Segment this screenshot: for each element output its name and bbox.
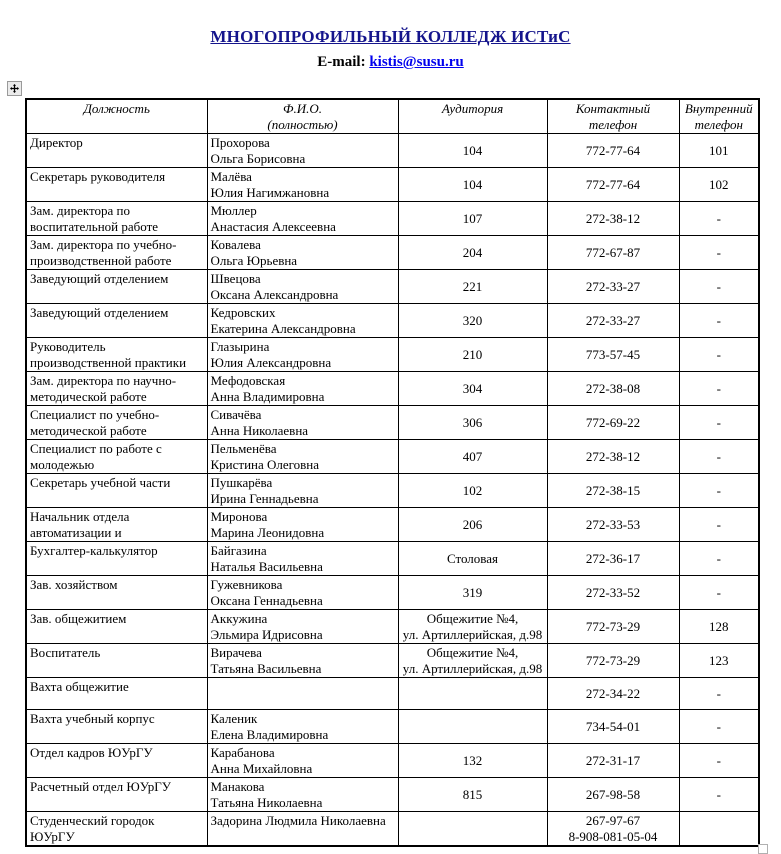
cell-position: Зам. директора по учебно- производственной работе [26,236,207,270]
table-container [25,98,758,847]
email-line [0,54,781,71]
cell-room: 102 [398,474,547,508]
document-page [0,27,781,847]
cell-room: 304 [398,372,547,406]
email-label: E-mail: [317,54,366,70]
cell-position: Заведующий отделением [26,270,207,304]
cell-name: Вирачева Татьяна Васильевна [207,644,398,678]
cell-internal: - [679,372,759,406]
cell-room: 407 [398,440,547,474]
cell-internal: 123 [679,644,759,678]
cell-position: Секретарь учебной части [26,474,207,508]
cell-name: Пельменёва Кристина Олеговна [207,440,398,474]
cell-room: Общежитие №4, ул. Артиллерийская, д.98 [398,644,547,678]
cell-internal: 102 [679,168,759,202]
cell-room: Общежитие №4, ул. Артиллерийская, д.98 [398,610,547,644]
cell-room: 104 [398,168,547,202]
cell-phone: 272-36-17 [547,542,679,576]
table-row [26,202,759,236]
cell-position: Зам. директора по воспитательной работе [26,202,207,236]
cell-phone: 772-69-22 [547,406,679,440]
cell-internal: - [679,236,759,270]
cell-internal: - [679,338,759,372]
cell-room: 210 [398,338,547,372]
table-row [26,744,759,778]
cell-phone: 272-38-12 [547,440,679,474]
cell-phone: 272-38-15 [547,474,679,508]
cell-internal: - [679,508,759,542]
cell-position: Руководитель производственной практики [26,338,207,372]
cell-name: Прохорова Ольга Борисовна [207,134,398,168]
cell-position: Отдел кадров ЮУрГУ [26,744,207,778]
cell-internal: - [679,406,759,440]
table-row [26,812,759,847]
cell-name: Байгазина Наталья Васильевна [207,542,398,576]
cell-internal: 128 [679,610,759,644]
cell-name: Задорина Людмила Николаевна [207,812,398,847]
cell-name: Миронова Марина Леонидовна [207,508,398,542]
email-link[interactable]: kistis@susu.ru [369,54,464,70]
cell-position: Заведующий отделением [26,304,207,338]
page-title: МНОГОПРОФИЛЬНЫЙ КОЛЛЕДЖ ИСТиС [210,27,571,46]
cell-name: Мефодовская Анна Владимировна [207,372,398,406]
move-cross-icon [10,84,19,93]
cell-position: Зав. хозяйством [26,576,207,610]
table-body [26,134,759,847]
cell-phone: 272-38-08 [547,372,679,406]
cell-name: Кедровских Екатерина Александровна [207,304,398,338]
cell-phone: 772-73-29 [547,644,679,678]
cell-name: Аккужина Эльмира Идрисовна [207,610,398,644]
cell-name: Пушкарёва Ирина Геннадьевна [207,474,398,508]
cell-phone: 772-77-64 [547,134,679,168]
cell-name: Швецова Оксана Александровна [207,270,398,304]
cell-internal: - [679,744,759,778]
cell-room [398,812,547,847]
cell-phone: 272-33-53 [547,508,679,542]
cell-position: Вахта общежитие [26,678,207,710]
table-row [26,372,759,406]
cell-position: Директор [26,134,207,168]
cell-internal: 101 [679,134,759,168]
cell-phone: 773-57-45 [547,338,679,372]
cell-room: 320 [398,304,547,338]
cell-position: Секретарь руководителя [26,168,207,202]
cell-position: Специалист по работе с молодежью [26,440,207,474]
cell-position: Зам. директора по научно- методической работе [26,372,207,406]
table-row [26,610,759,644]
cell-name: Гужевникова Оксана Геннадьевна [207,576,398,610]
contacts-table [25,98,760,847]
cell-position: Специалист по учебно- методической работе [26,406,207,440]
cell-internal: - [679,542,759,576]
cell-internal: - [679,678,759,710]
cell-phone: 272-34-22 [547,678,679,710]
column-header-internal: Внутренний телефон [679,99,759,134]
cell-room [398,710,547,744]
cell-name: Глазырина Юлия Александровна [207,338,398,372]
cell-room: 206 [398,508,547,542]
cell-name: Манакова Татьяна Николаевна [207,778,398,812]
table-row [26,134,759,168]
cell-phone: 272-33-27 [547,270,679,304]
table-row [26,474,759,508]
cell-internal: - [679,474,759,508]
table-move-handle[interactable] [7,81,22,96]
table-resize-handle[interactable] [758,844,768,854]
column-header-name: Ф.И.О. (полностью) [207,99,398,134]
cell-room: Столовая [398,542,547,576]
cell-position: Студенческий городок ЮУрГУ [26,812,207,847]
header-row [26,99,759,134]
cell-phone: 772-67-87 [547,236,679,270]
table-row [26,678,759,710]
table-row [26,542,759,576]
cell-name: Мюллер Анастасия Алексеевна [207,202,398,236]
cell-position: Начальник отдела автоматизации и [26,508,207,542]
table-row [26,304,759,338]
cell-room: 132 [398,744,547,778]
cell-internal: - [679,778,759,812]
table-row [26,270,759,304]
table-row [26,778,759,812]
cell-internal: - [679,576,759,610]
cell-phone: 272-33-52 [547,576,679,610]
table-row [26,338,759,372]
table-row [26,406,759,440]
cell-internal: - [679,304,759,338]
cell-phone: 272-31-17 [547,744,679,778]
cell-name: Карабанова Анна Михайловна [207,744,398,778]
table-row [26,644,759,678]
cell-internal: - [679,710,759,744]
cell-phone: 267-97-67 8-908-081-05-04 [547,812,679,847]
cell-room: 107 [398,202,547,236]
table-row [26,576,759,610]
cell-phone: 734-54-01 [547,710,679,744]
cell-name: Сивачёва Анна Николаевна [207,406,398,440]
cell-room: 306 [398,406,547,440]
cell-position: Воспитатель [26,644,207,678]
table-row [26,168,759,202]
column-header-position: Должность [26,99,207,134]
cell-room: 319 [398,576,547,610]
cell-internal [679,812,759,847]
cell-room: 221 [398,270,547,304]
cell-internal: - [679,202,759,236]
cell-name [207,678,398,710]
cell-internal: - [679,270,759,304]
cell-internal: - [679,440,759,474]
cell-position: Расчетный отдел ЮУрГУ [26,778,207,812]
cell-phone: 772-73-29 [547,610,679,644]
cell-phone: 272-38-12 [547,202,679,236]
table-row [26,236,759,270]
cell-name: Каленик Елена Владимировна [207,710,398,744]
column-header-phone: Контактный телефон [547,99,679,134]
cell-phone: 772-77-64 [547,168,679,202]
cell-name: Ковалева Ольга Юрьевна [207,236,398,270]
cell-position: Зав. общежитием [26,610,207,644]
cell-phone: 272-33-27 [547,304,679,338]
cell-phone: 267-98-58 [547,778,679,812]
cell-position: Вахта учебный корпус [26,710,207,744]
cell-name: Малёва Юлия Нагимжановна [207,168,398,202]
cell-room [398,678,547,710]
table-row [26,440,759,474]
table-row [26,508,759,542]
cell-position: Бухгалтер-калькулятор [26,542,207,576]
column-header-room: Аудитория [398,99,547,134]
table-row [26,710,759,744]
cell-room: 204 [398,236,547,270]
cell-room: 104 [398,134,547,168]
cell-room: 815 [398,778,547,812]
